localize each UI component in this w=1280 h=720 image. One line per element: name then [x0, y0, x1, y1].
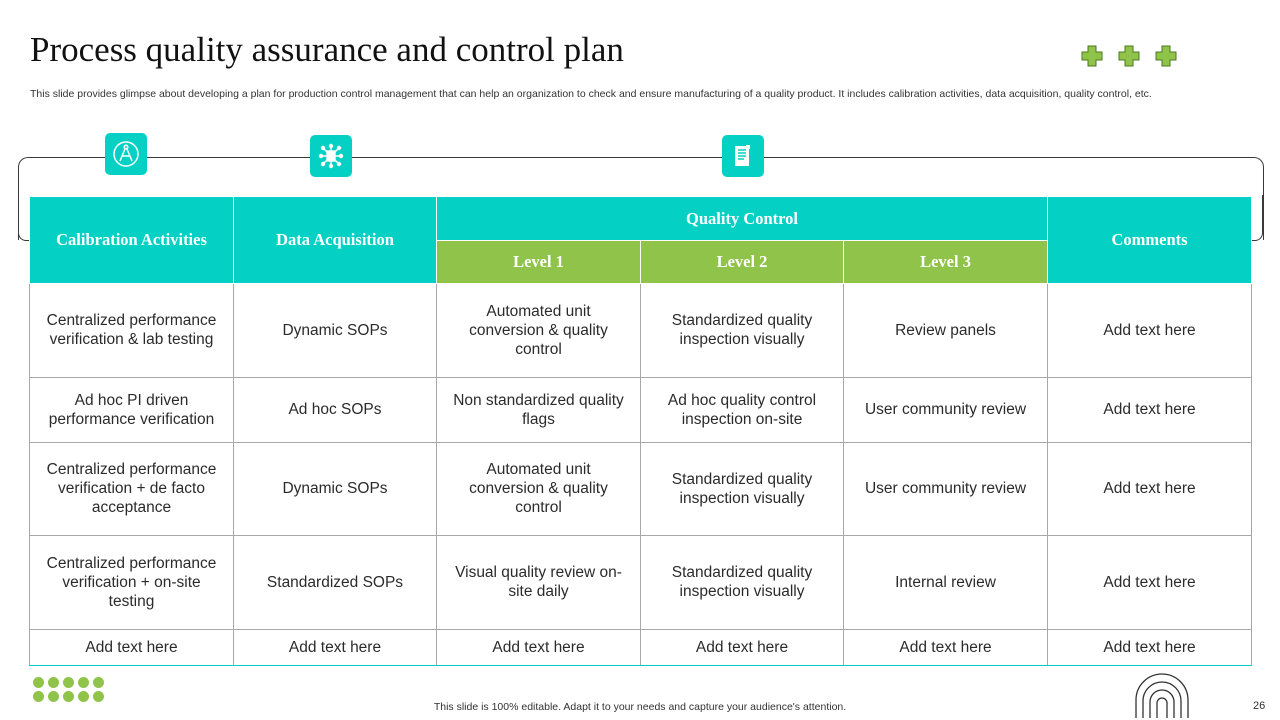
cell-comments: Add text here [1048, 442, 1252, 536]
cell-comments: Add text here [1048, 284, 1252, 378]
cell-level-3: User community review [844, 377, 1048, 442]
cell-data-acquisition: Dynamic SOPs [234, 442, 437, 536]
table-row [30, 629, 1252, 665]
network-hub-icon [310, 135, 352, 177]
cell-data-acquisition: Ad hoc SOPs [234, 377, 437, 442]
plus-icon [1119, 46, 1139, 66]
header-level-2: Level 2 [641, 241, 844, 284]
table-row [30, 284, 1252, 378]
cell-level-3: Internal review [844, 536, 1048, 630]
cell-level-1: Add text here [437, 629, 641, 665]
table-row [30, 377, 1252, 442]
cell-comments: Add text here [1048, 536, 1252, 630]
quality-control-plan-table [29, 196, 1252, 666]
cell-level-2: Standardized quality inspection visually [641, 284, 844, 378]
cell-comments: Add text here [1048, 377, 1252, 442]
compass-icon [105, 133, 147, 175]
cell-comments: Add text here [1048, 629, 1252, 665]
table-row [30, 536, 1252, 630]
page-number: 26 [1253, 700, 1266, 712]
header-level-3: Level 3 [844, 241, 1048, 284]
plus-icon [1082, 46, 1102, 66]
cell-level-1: Visual quality review on-site daily [437, 536, 641, 630]
cell-level-3: Review panels [844, 284, 1048, 378]
cell-calibration: Add text here [30, 629, 234, 665]
cell-level-1: Automated unit conversion & quality control [437, 284, 641, 378]
page-title: Process quality assurance and control plan [30, 30, 624, 69]
cell-data-acquisition: Standardized SOPs [234, 536, 437, 630]
cell-data-acquisition: Add text here [234, 629, 437, 665]
header-comments: Comments [1048, 197, 1252, 284]
header-data-acquisition: Data Acquisition [234, 197, 437, 284]
cell-data-acquisition: Dynamic SOPs [234, 284, 437, 378]
cell-calibration: Centralized performance verification + on-site testing [30, 536, 234, 630]
footer-note: This slide is 100% editable. Adapt it to your needs and capture your audience's attention. [433, 701, 847, 713]
cell-level-1: Automated unit conversion & quality control [437, 442, 641, 536]
plus-icon [1156, 46, 1176, 66]
page-subtitle: This slide provides glimpse about developing a plan for production control management that can help an organization to check and ensure manufacturing of a quality product. It includes calibration activities, data acquisition, quality control, etc. [30, 88, 1152, 100]
header-level-1: Level 1 [437, 241, 641, 284]
cell-calibration: Centralized performance verification & lab testing [30, 284, 234, 378]
cell-level-2: Ad hoc quality control inspection on-site [641, 377, 844, 442]
cell-level-2: Add text here [641, 629, 844, 665]
cell-level-2: Standardized quality inspection visually [641, 442, 844, 536]
document-checklist-icon [722, 135, 764, 177]
cell-level-3: User community review [844, 442, 1048, 536]
header-quality-control: Quality Control [437, 197, 1048, 241]
cell-level-2: Standardized quality inspection visually [641, 536, 844, 630]
cell-calibration: Centralized performance verification + de facto acceptance [30, 442, 234, 536]
cell-level-3: Add text here [844, 629, 1048, 665]
table-row [30, 442, 1252, 536]
cell-calibration: Ad hoc PI driven performance verification [30, 377, 234, 442]
cell-level-1: Non standardized quality flags [437, 377, 641, 442]
plus-decoration [1080, 44, 1180, 68]
header-calibration-activities: Calibration Activities [30, 197, 234, 284]
